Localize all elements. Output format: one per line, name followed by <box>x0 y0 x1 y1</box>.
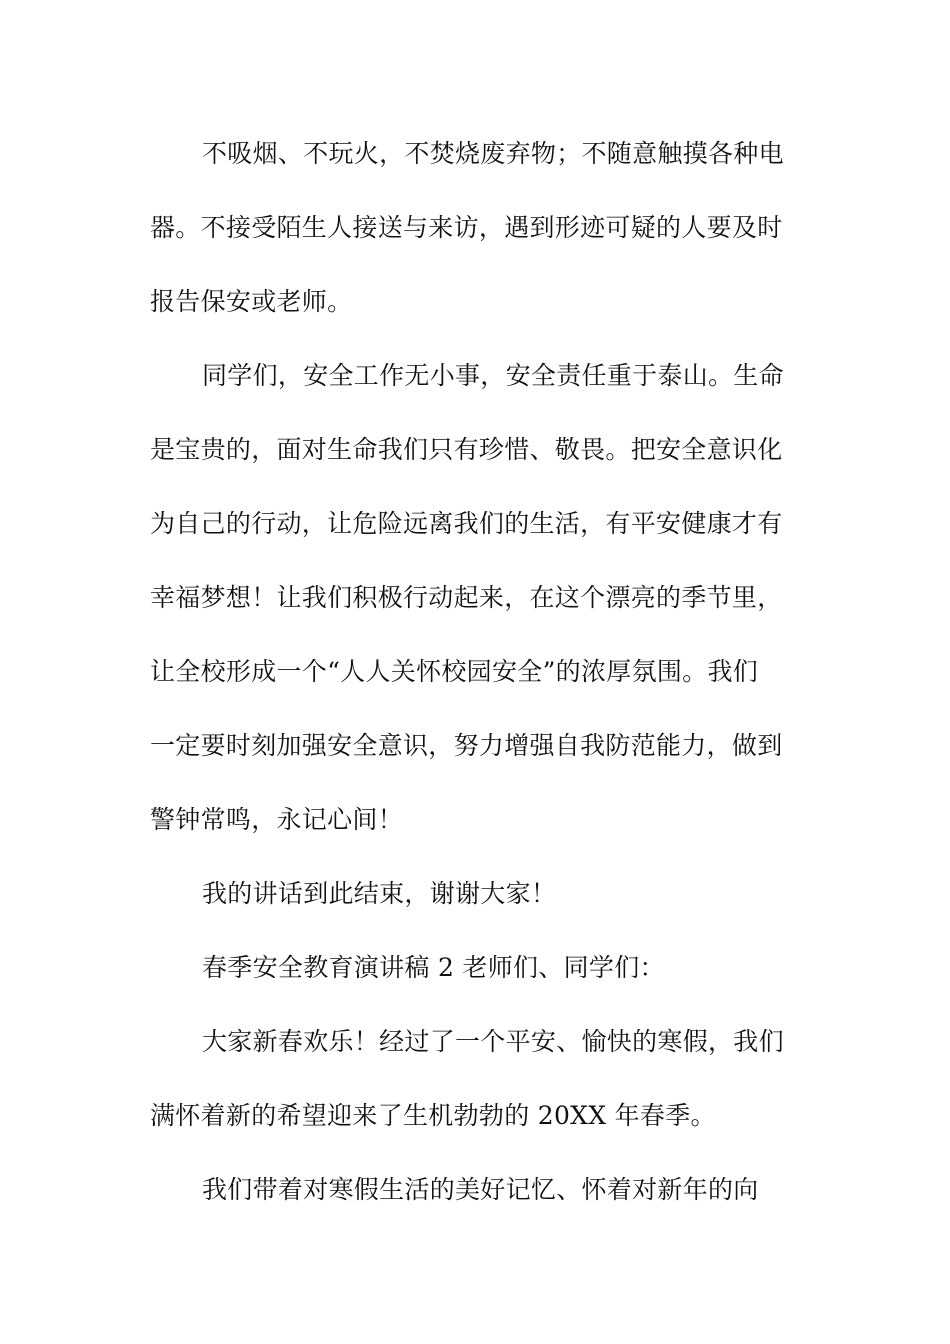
text-line: 报告保安或老师。 <box>150 287 353 316</box>
text-line: 幸福梦想！让我们积极行动起来，在这个漂亮的季节里， <box>150 583 783 612</box>
text-line: 为自己的行动，让危险远离我们的生活，有平安健康才有 <box>150 509 783 538</box>
document-body <box>150 117 790 1227</box>
text-line: 是宝贵的，面对生命我们只有珍惜、敬畏。把安全意识化 <box>150 435 783 464</box>
text-line: 我们带着对寒假生活的美好记忆、怀着对新年的向 <box>202 1175 759 1204</box>
text-line: 春季安全教育演讲稿 2 老师们、同学们： <box>202 953 665 982</box>
text-line: 不吸烟、不玩火，不焚烧废弃物；不随意触摸各种电 <box>202 139 784 168</box>
text-line: 让全校形成一个“人人关怀校园安全”的浓厚氛围。我们 <box>150 657 759 686</box>
text-line: 一定要时刻加强安全意识，努力增强自我防范能力，做到 <box>150 731 783 760</box>
text-line: 同学们，安全工作无小事，安全责任重于泰山。生命 <box>202 361 784 390</box>
text-line: 警钟常鸣，永记心间！ <box>150 805 404 834</box>
text-line: 器。不接受陌生人接送与来访，遇到形迹可疑的人要及时 <box>150 213 783 242</box>
text-line: 我的讲话到此结束，谢谢大家！ <box>202 879 557 908</box>
text-line: 满怀着新的希望迎来了生机勃勃的 20XX 年春季。 <box>150 1101 716 1130</box>
text-line: 大家新春欢乐！经过了一个平安、愉快的寒假，我们 <box>202 1027 784 1056</box>
